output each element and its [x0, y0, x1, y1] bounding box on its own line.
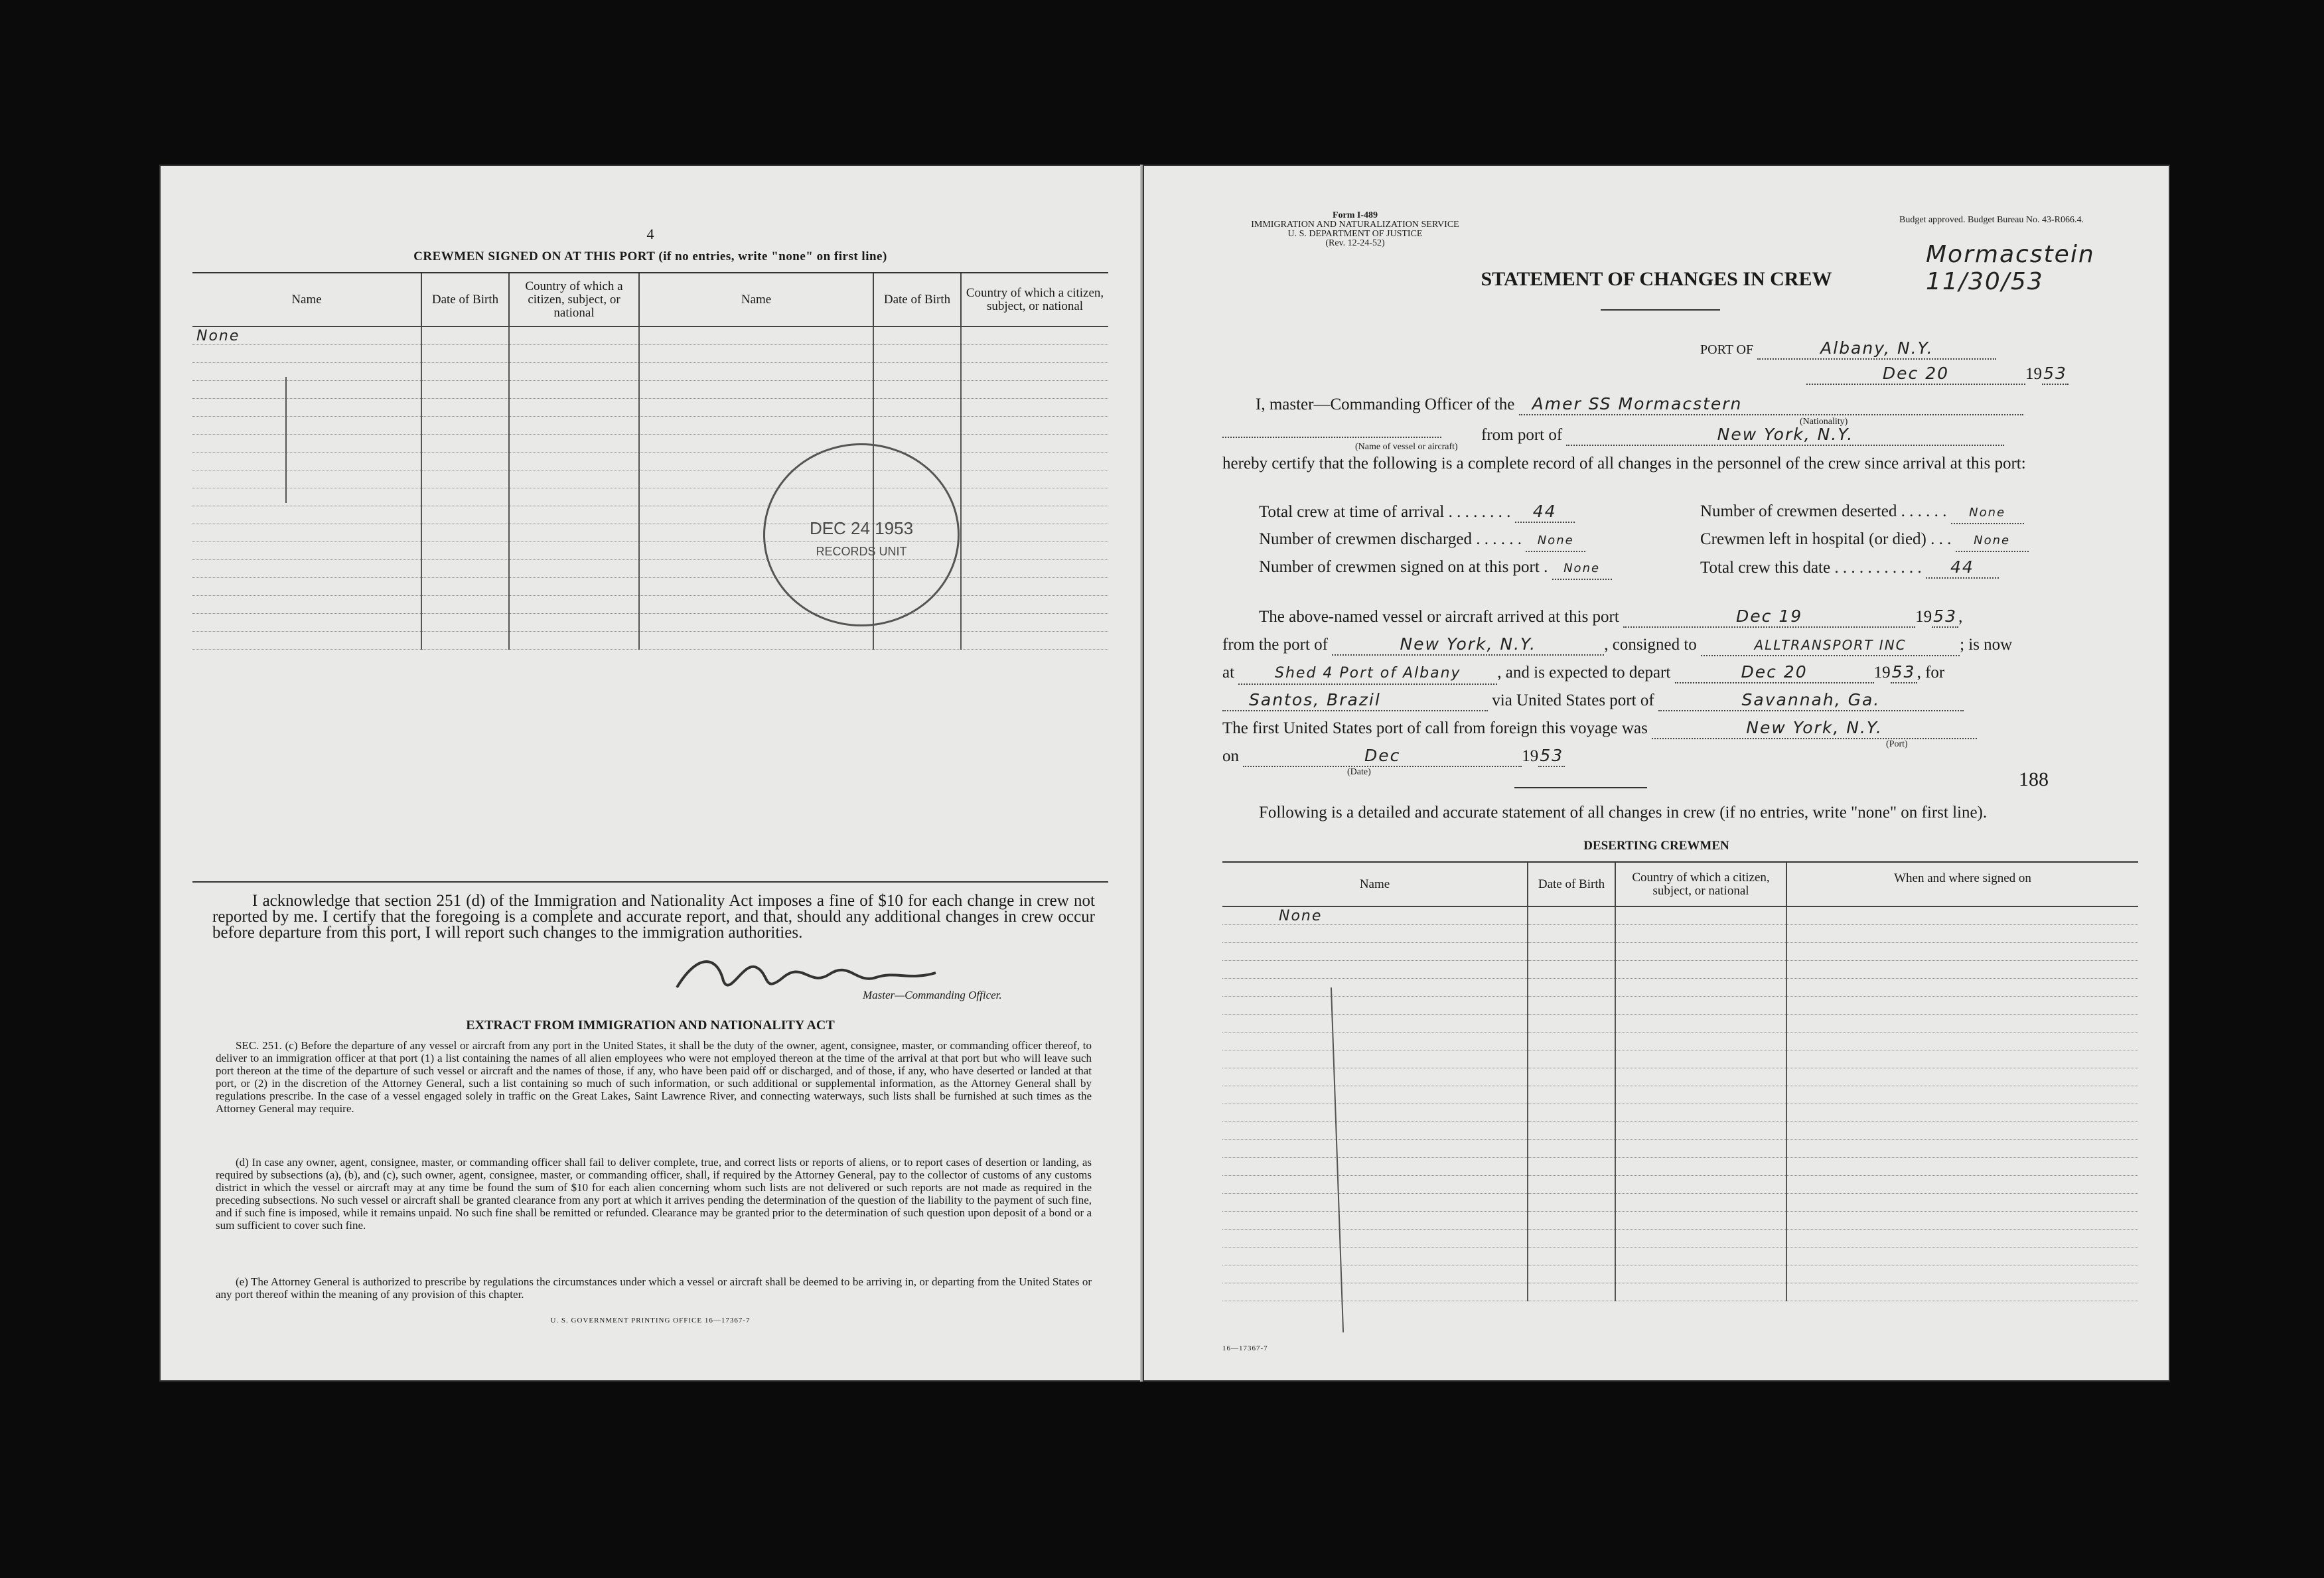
count-total-arrival: [1259, 502, 1575, 523]
port-value: Albany, N.Y.: [1757, 338, 1996, 360]
count-hospital: [1700, 530, 2029, 552]
column-header: Name: [1222, 863, 1528, 906]
budget-approval: Budget approved. Budget Bureau No. 43-R066.4.: [1899, 215, 2084, 225]
first-port-value: New York, N.Y.: [1652, 718, 1977, 739]
column-header: When and where signed on: [1786, 863, 2138, 906]
table-row: [192, 560, 1108, 578]
column-header: Date of Birth: [1528, 863, 1615, 906]
table-row: [192, 363, 1108, 381]
table-row: [1222, 1122, 2138, 1140]
table-row: [1222, 997, 2138, 1015]
arrived-year: 53: [1932, 607, 1958, 628]
table-row: [1222, 1158, 2138, 1176]
destination-line: [1222, 690, 1964, 711]
table-row: [192, 632, 1108, 650]
table-row: [1222, 1068, 2138, 1086]
table-row: [192, 488, 1108, 506]
discharged-value: None: [1526, 531, 1585, 552]
column-header: Date of Birth: [873, 273, 961, 326]
total-today-label: Total crew this date . . . . . . . . . . .: [1700, 559, 1922, 577]
received-stamp: [763, 443, 960, 626]
master-text: I, master—Commanding Officer of the: [1256, 395, 1515, 413]
from-port-value: New York, N.Y.: [1566, 425, 2004, 446]
table-row: [192, 524, 1108, 542]
table-row: [1222, 1194, 2138, 1212]
hospital-value: None: [1956, 531, 2029, 552]
table-cell-name: None: [192, 326, 421, 345]
table-row: [1222, 943, 2138, 961]
arrived-line: The above-named vessel or aircraft arrived at this port Dec 19 1953,: [1259, 607, 1962, 628]
expected-year: 53: [1891, 662, 1917, 683]
stamp-date: DEC 24 1953: [809, 518, 914, 538]
arrived-value: Dec 19: [1623, 607, 1915, 628]
consigned-label: , consigned to: [1604, 636, 1697, 654]
table-row: [192, 381, 1108, 399]
table-cell-name: None: [1222, 906, 1528, 925]
total-crew-label: Total crew at time of arrival . . . . . . . .: [1259, 503, 1511, 521]
table-row: [1222, 1176, 2138, 1194]
column-header: Country of which a citizen, subject, or national: [961, 273, 1108, 326]
from-port-consigned-line: [1222, 634, 2012, 656]
port-label: PORT OF: [1700, 342, 1754, 357]
table-row: [1222, 1283, 2138, 1301]
master-line: [1256, 394, 2023, 415]
expected-label: , and is expected to depart: [1497, 664, 1671, 681]
vessel-caption: (Name of vessel or aircraft): [1355, 442, 1458, 452]
table-row: [192, 614, 1108, 632]
handwritten-note: Mormacstein 11/30/53: [1926, 241, 2095, 295]
form-footer: 16—17367-7: [1222, 1344, 1268, 1352]
vessel-value: Amer SS Mormacstern: [1519, 394, 2023, 415]
nationality-caption: (Nationality): [1800, 417, 1848, 427]
ditto-line: [285, 377, 287, 503]
from-port-label: from port of: [1481, 426, 1563, 444]
column-header: Name: [639, 273, 873, 326]
destination-value: Santos, Brazil: [1222, 690, 1488, 711]
column-header: Country of which a citizen, subject, or national: [1615, 863, 1786, 906]
for-label: , for: [1917, 664, 1945, 681]
table-row: [1222, 1212, 2138, 1230]
stamp-unit: RECORDS UNIT: [816, 545, 907, 558]
from-port-line: [1481, 425, 2004, 446]
deserted-value: None: [1951, 503, 2024, 524]
table-row: [1222, 1265, 2138, 1283]
date-caption: (Date): [1347, 767, 1371, 777]
count-signed-on: [1259, 557, 1612, 580]
table-row: [1222, 1015, 2138, 1033]
on-value: Dec: [1243, 746, 1522, 767]
table-row: [1222, 1050, 2138, 1068]
table-row: [1222, 1248, 2138, 1265]
year-prefix: 19: [1915, 608, 1932, 626]
count-total-today: [1700, 557, 1999, 579]
year-prefix: 19: [1522, 747, 1539, 765]
table-row: [192, 542, 1108, 560]
deserting-title: DESERTING CREWMEN: [1583, 839, 1729, 853]
on-year: 53: [1538, 746, 1565, 767]
port-caption: (Port): [1886, 739, 1908, 749]
port-line: [1700, 338, 1996, 360]
table-row: [192, 435, 1108, 453]
table-row: [1222, 1033, 2138, 1050]
at-value: Shed 4 Port of Albany: [1238, 664, 1497, 685]
on-label: on: [1222, 747, 1239, 765]
form-header: [1183, 211, 1528, 248]
first-port-label: The first United States port of call from foreign this voyage was: [1222, 719, 1648, 737]
at-expected-line: [1222, 662, 1944, 685]
deserting-crewmen-table: [1222, 863, 2138, 1301]
table-row: [192, 470, 1108, 488]
left-page: [159, 165, 1141, 1382]
revision: (Rev. 12-24-52): [1325, 238, 1385, 248]
table-row: [192, 453, 1108, 470]
arrived-label: The above-named vessel or aircraft arrived at this port: [1259, 608, 1619, 626]
table-row: [1222, 1086, 2138, 1104]
expected-value: Dec 20: [1675, 662, 1874, 683]
at-label: at: [1222, 664, 1235, 681]
extract-title: EXTRACT FROM IMMIGRATION AND NATIONALITY ACT: [466, 1018, 835, 1033]
column-header: Country of which a citizen, subject, or national: [509, 273, 639, 326]
consigned-value: ALLTRANSPORT INC: [1701, 635, 1960, 656]
form-number: Form I-489: [1332, 210, 1378, 220]
date-year: 53: [2042, 364, 2069, 385]
table-title: CREWMEN SIGNED ON AT THIS PORT (if no entries, write "none" on first line): [413, 250, 887, 263]
table-row: [192, 417, 1108, 435]
from-label: from the port of: [1222, 636, 1328, 654]
extract-section-d: (d) In case any owner, agent, consignee, master, or commanding officer shall fail to deliver complete, true, and correct lists or reports of aliens, or to report cases of desertion or landing, as required by subsections (a), (b), and (c), such owner, agent, consignee, master, or commanding officer, shall, if required by the Attorney General, pay to the collector of customs of any customs district in which the vessel or aircraft may at any time be found the sum of $10 for each alien concerning whom such lists are not delivered or such reports are not made as required in the preceding subsections. No such vessel or aircraft shall be granted clearance from any port at which it arrives pending the determination of the question of the liability to the payment of such fine, and if such fine is imposed, while it remains unpaid. No such fine shall be remitted or refunded. Clearance may be granted prior to the determination of such question upon deposit of a bond or a sum sufficient to cover such fine.: [216, 1156, 1092, 1232]
table-row: [192, 345, 1108, 363]
on-date-line: [1222, 746, 1565, 767]
count-discharged: [1259, 530, 1585, 552]
signed-on-value: None: [1552, 559, 1612, 580]
signature-caption: Master—Commanding Officer.: [863, 989, 1002, 1001]
certify-text: hereby certify that the following is a complete record of all changes in the personnel of the crew since arrival at this port:: [1222, 455, 2026, 472]
total-today-value: 44: [1926, 557, 1999, 579]
column-header: Date of Birth: [421, 273, 509, 326]
extract-section-c: SEC. 251. (c) Before the departure of any vessel or aircraft from any port in the United States, it shall be the duty of the owner, agent, consignee, master, or commanding officer thereof, to deliver to an immigration officer at that port (1) a list containing the names of all alien employees who were not employed thereon at the time of the arrival at that port but who will leave such port thereon at the time of the departure of such vessel or aircraft and the names of those, if any, who have been paid off or discharged, and of those, if any, who have deserted or landed at that port, or (2) in the discretion of the Attorney General, such a list containing so much of such information, or such additional or supplemental information, as the Attorney General shall by regulations prescribe. In the case of a vessel engaged solely in traffic on the Great Lakes, Saint Lawrence River, and connecting waterways, such lists shall be furnished at such times as the Attorney General may require.: [216, 1039, 1092, 1115]
page-number: 4: [646, 226, 654, 242]
date-line: [1806, 364, 2069, 385]
is-now-label: ; is now: [1960, 636, 2013, 654]
table-row: [1222, 925, 2138, 943]
discharged-label: Number of crewmen discharged . . . . . .: [1259, 530, 1522, 548]
via-value: Savannah, Ga.: [1658, 690, 1964, 711]
form-title: STATEMENT OF CHANGES IN CREW: [1481, 268, 1832, 290]
table-row: [192, 596, 1108, 614]
hospital-label: Crewmen left in hospital (or died) . . .: [1700, 530, 1952, 548]
form-number-188: 188: [2019, 768, 2049, 790]
following-text: Following is a detailed and accurate statement of all changes in crew (if no entries, write "none" on first line).: [1259, 804, 1988, 822]
first-port-line: [1222, 718, 1977, 739]
table-row: [1222, 1140, 2138, 1158]
table-row: [192, 578, 1108, 596]
department-name: U. S. DEPARTMENT OF JUSTICE: [1287, 229, 1423, 239]
year-prefix: 19: [2025, 365, 2042, 383]
crewmen-signed-on-table: [192, 273, 1108, 650]
via-label: via United States port of: [1492, 691, 1654, 709]
table-row: [192, 399, 1108, 417]
table-row: [1222, 979, 2138, 997]
column-header: Name: [192, 273, 421, 326]
agency-name: IMMIGRATION AND NATURALIZATION SERVICE: [1251, 220, 1459, 230]
from-value: New York, N.Y.: [1332, 634, 1604, 656]
count-deserted: [1700, 502, 2024, 524]
table-row: [1222, 1104, 2138, 1122]
acknowledgement-text: I acknowledge that section 251 (d) of the Immigration and Nationality Act imposes a fine of $10 for each change in crew not reported by me. I certify that the foregoing is a complete and accurate report, and that, should any additional changes in crew occur before departure from this port, I will report such changes to the immigration authorities.: [212, 892, 1095, 942]
extract-section-e: (e) The Attorney General is authorized to prescribe by regulations the circumstances under which a vessel or aircraft shall be deemed to be arriving in, or departing from the United States or any port thereof within the meaning of any provision of this chapter.: [216, 1275, 1092, 1301]
total-crew-value: 44: [1515, 502, 1575, 523]
signed-on-label: Number of crewmen signed on at this port .: [1259, 558, 1548, 576]
table-row: [192, 506, 1108, 524]
year-prefix: 19: [1873, 664, 1891, 681]
table-row: [1222, 1230, 2138, 1248]
printer-line: U. S. GOVERNMENT PRINTING OFFICE 16—17367-7: [550, 1317, 751, 1325]
right-page: [1141, 165, 2170, 1382]
date-value: Dec 20: [1806, 364, 2025, 385]
table-row: [1222, 961, 2138, 979]
deserted-label: Number of crewmen deserted . . . . . .: [1700, 502, 1947, 520]
